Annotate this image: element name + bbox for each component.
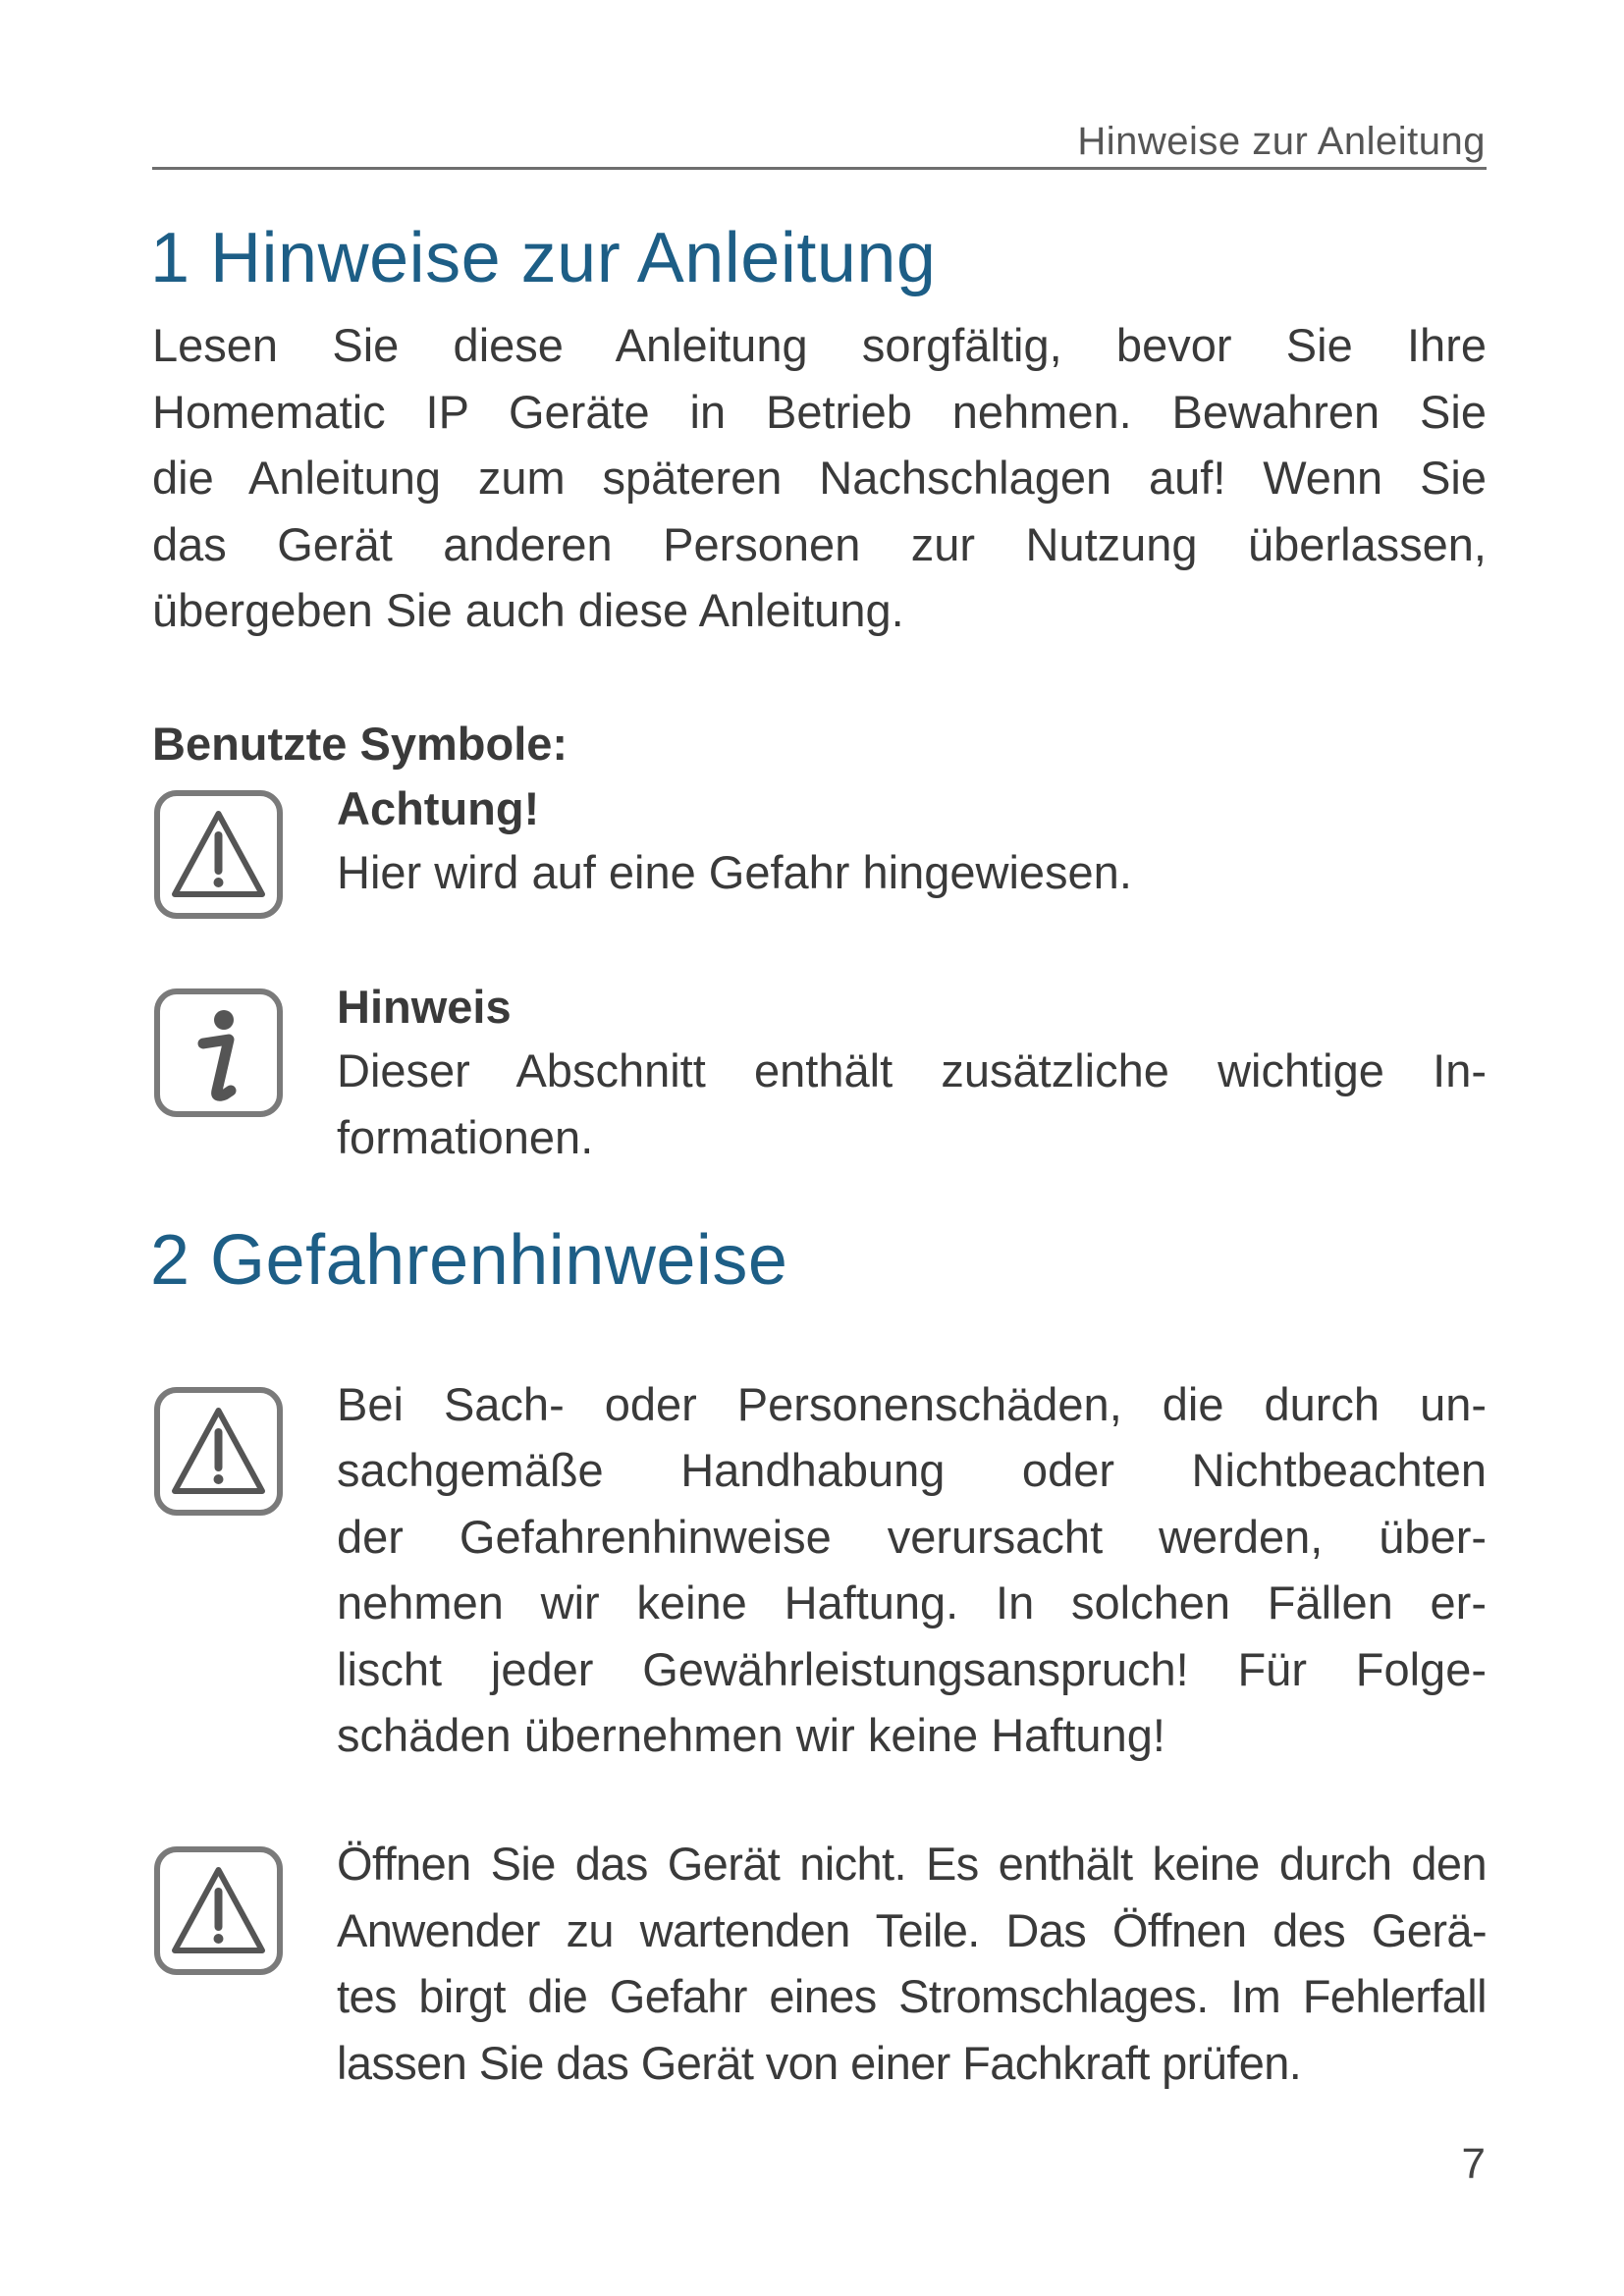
info-icon — [152, 987, 285, 1119]
paragraph-line: übergeben Sie auch diese Anleitung. — [152, 584, 904, 636]
section-2-heading: 2 Gefahrenhinweise — [150, 1221, 788, 1300]
paragraph-line: das Gerät anderen Personen zur Nutzung überlassen, — [152, 518, 1487, 570]
paragraph-line: die Anleitung zum späteren Nachschlagen auf! Wenn Sie — [152, 452, 1487, 504]
note-description-line: Dieser Abschnitt enthält zusätzliche wichtige In- — [337, 1044, 1487, 1096]
warning-text-line: Anwender zu wartenden Teile. Das Öffnen des Gerä- — [337, 1904, 1487, 1956]
warning-text-line: Öffnen Sie das Gerät nicht. Es enthält keine durch den — [337, 1838, 1487, 1890]
page-number: 7 — [1461, 2140, 1486, 2188]
warning-text-line: lassen Sie das Gerät von einer Fachkraft prüfen. — [337, 2037, 1302, 2089]
running-header: Hinweise zur Anleitung — [1077, 120, 1486, 163]
symbols-label: Benutzte Symbole: — [152, 718, 568, 770]
warning-text-line: lischt jeder Gewährleistungsanspruch! Für Folge- — [337, 1643, 1487, 1695]
warning-text-line: schäden übernehmen wir keine Haftung! — [337, 1709, 1165, 1761]
warning-text-line: sachgemäße Handhabung oder Nichtbeachten — [337, 1444, 1487, 1496]
warning-icon — [152, 1844, 285, 1977]
warning-description: Hier wird auf eine Gefahr hingewiesen. — [337, 846, 1132, 898]
header-rule — [152, 167, 1487, 170]
warning-icon — [152, 788, 285, 921]
note-description-line: formationen. — [337, 1111, 594, 1163]
warning-icon — [152, 1385, 285, 1518]
warning-title: Achtung! — [337, 782, 540, 834]
paragraph-line: Lesen Sie diese Anleitung sorgfältig, bevor Sie Ihre — [152, 319, 1487, 371]
warning-text-line: Bei Sach- oder Personenschäden, die durch un- — [337, 1378, 1487, 1430]
note-title: Hinweis — [337, 981, 512, 1033]
paragraph-line: Homematic IP Geräte in Betrieb nehmen. Bewahren Sie — [152, 386, 1487, 438]
warning-text-line: tes birgt die Gefahr eines Stromschlages. Im Fehlerfall — [337, 1970, 1487, 2022]
warning-text-line: nehmen wir keine Haftung. In solchen Fällen er- — [337, 1576, 1487, 1629]
warning-text-line: der Gefahrenhinweise verursacht werden, über- — [337, 1511, 1487, 1563]
section-1-heading: 1 Hinweise zur Anleitung — [150, 219, 937, 297]
